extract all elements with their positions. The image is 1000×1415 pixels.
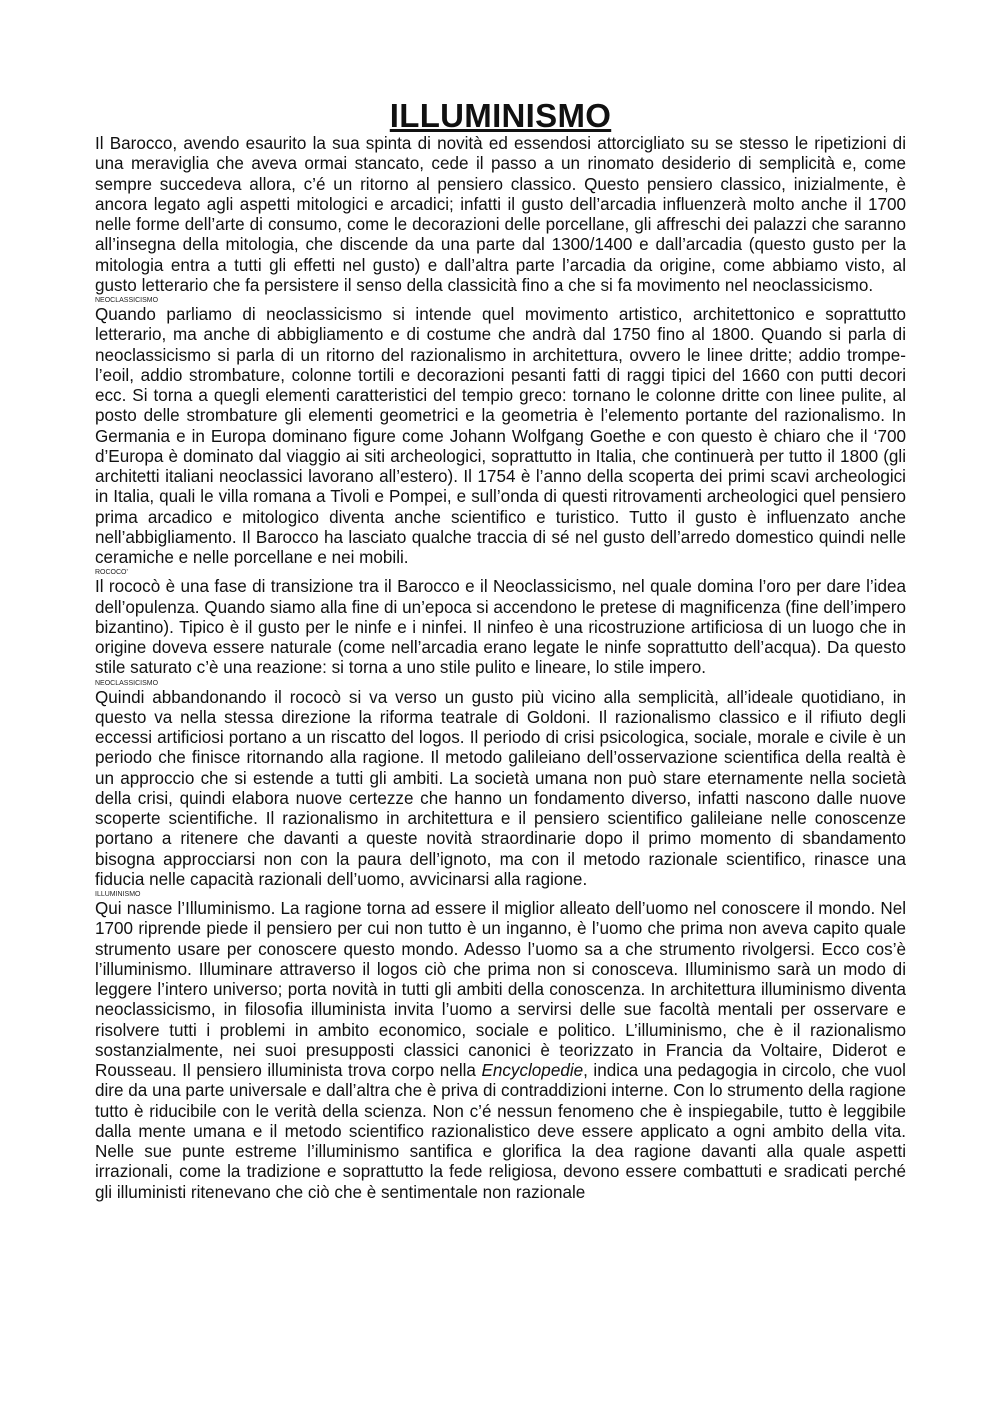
paragraph-illuminismo-part-1: Qui nasce l’Illuminismo. La ragione torna ad essere il miglior alleato dell’uomo nel conoscere il mondo. Nel 1700 riprende piede il pensiero per cui non tutto è un inganno, è l’uomo che prima non aveva capito quale strumento usare per conoscere questo mondo. Adesso l’uomo sa a che strumento rivolgersi. Ecco cos’è l’illuminismo. Illuminare attraverso il logos ciò che prima non si conosceva. Illuminismo sarà un modo di leggere l’intero universo; porta novità in tutti gli ambiti della conoscenza. In architettura illuminismo diventa neoclassicismo, in filosofia illuminista invita l’uomo a servirsi delle sue facoltà mentali per osservare e risolvere tutti i problemi in ambito economico, sociale e politico. L’illuminismo, che è il razionalismo sostanzialmente, nei suoi presupposti classici canonici è teorizzato in Francia da Voltaire, Diderot e Rousseau. Il pensiero illuminista trova corpo nella — [95, 899, 906, 1080]
section-label-illuminismo: ILLUMINISMO — [95, 891, 141, 898]
section-label-rococo: ROCOCO' — [95, 569, 128, 577]
paragraph-neoclassicismo-2: Quindi abbandonando il rococò si va verso un gusto più vicino alla semplicità, all’ideale quotidiano, in questo va nella stessa direzione la riforma teatrale di Goldoni. Il razionalismo classico e il rifiuto degli eccessi artificiosi portano a un riscatto del logos. Il periodo di crisi psicologica, sociale, morale e civile è un periodo che finisce ritornando alla ragione. Il metodo galileiano dell’osservazione scientifica della realtà è un approccio che si estende a tutti gli ambiti. La società umana non può stare eternamente nella società della crisi, quindi elabora nuove certezze che hanno un fondamento diverso, infatti nascono dalle nuove scoperte scientifiche. Il razionalismo in architettura e il pensiero scientifico galileiane nelle conoscenze portano a ritenere che davanti a queste novità straordinarie dopo il primo momento di sbandamento bisogna approcciarsi non con la paura dell’ignoto, ma con il metodo razionale scientifico, rinasce una fiducia nelle capacità razionali dell’uomo, avvicinarsi alla ragione. — [95, 687, 906, 889]
paragraph-rococo: Il rococò è una fase di transizione tra il Barocco e il Neoclassicismo, nel quale domina l’oro per dare l’idea dell’opulenza. Quando siamo alla fine di un’epoca si accendono le pretese di magnificenza (fine dell’impero bizantino). Tipico è il gusto per le ninfe e i ninfei. Il ninfeo è una ricostruzione artificiosa di un luogo che in origine doveva essere naturale (come nell’arcadia erano legate le ninfe soprattutto dell’acqua). Da questo stile saturato c’è una reazione: si torna a uno stile pulito e lineare, lo stile impero. — [95, 577, 906, 678]
paragraph-illuminismo — [95, 899, 906, 1203]
paragraph-intro: Il Barocco, avendo esaurito la sua spinta di novità ed essendosi attorcigliato su se stesso le ripetizioni di una meraviglia che aveva ormai stancato, cede il passo a un rinomato desiderio di semplicità e, come sempre succedeva allora, c’é un ritorno al pensiero classico. Questo pensiero classico, inizialmente, è ancora legato agli aspetti mitologici e arcadici; infatti il gusto dell’arcadia influenzerà molto anche il 1700 nelle forme dell’arte di consumo, come le decorazioni delle porcellane, gli affreschi dei palazzi che saranno all’insegna della mitologia, che discende da una parte dal 1300/1400 e dall’arcadia (questo gusto per la mitologia entra a tutti gli effetti nel gusto) e dall’altra parte l’arcadia da origine, come abbiamo visto, al gusto letterario che fa persistere il senso della classicità fino a che si fa movimento nel neoclassicismo. — [95, 134, 906, 295]
paragraph-illuminismo-part-2: , indica una pedagogia in circolo, che vuol dire da una parte universale e dall’altra che è priva di contraddizioni interne. Con lo strumento della ragione tutto è riducibile con le verità della scienza. Non c’é nessun fenomeno che è inspiegabile, tutto è leggibile dalla mente umana e il metodo scientifico razionalistico deve essere applicato a ogni ambito della vita. Nelle sue punte estreme l’illuminismo santifica e glorifica la dea ragione davanti alla quale aspetti irrazionali, come la tradizione e soprattutto la fede religiosa, devono essere combattuti e sradicati perché gli illuministi ritenevano che ciò che è sentimentale non razionale — [95, 1061, 906, 1202]
document-title: ILLUMINISMO — [389, 97, 612, 134]
document-page — [95, 98, 906, 1203]
paragraph-neoclassicismo: Quando parliamo di neoclassicismo si intende quel movimento artistico, architettonico e soprattutto letterario, ma anche di abbigliamento e di costume che andrà dal 1750 fino al 1800. Quando si parla di neoclassicismo si parla di un ritorno del razionalismo in architettura, ovvero le linee dritte; addio trompe-l’eoil, addio strombature, colonne tortili e decorazioni pesanti fatti di raggi tipici del 1660 con putti decori ecc. Si torna a quegli elementi caratteristici del tempio greco: tornano le colonne dritte con linee pulite, al posto delle strombature gli elementi geometrici e la geometria è l’elemento portante del razionalismo. In Germania e in Europa dominano figure come Johann Wolfgang Goethe e con questo è chiaro che il ‘700 d’Europa è dominato dal viaggio ai siti archeologici, soprattutto in Italia, che continuerà per tutto il 1800 (gli architetti italiani neoclassici lavorano all’estero). Il 1754 è l’anno della scoperta dei primi scavi archeologici in Italia, quali le villa romana a Tivoli e Pompei, e sull’onda di questi ritrovamenti archeologici quel pensiero prima arcadico e mitologico diventa anche scientifico e turistico. Tutto il gusto è influenzato anche nell’abbigliamento. Il Barocco ha lasciato qualche traccia di sé nel gusto dell’arredo domestico quindi nelle ceramiche e nelle porcellane e nei mobili. — [95, 305, 906, 567]
section-label-neoclassicismo: NEOCLASSICISMO — [95, 297, 159, 304]
encyclopedie-title: Encyclopedie — [481, 1061, 584, 1080]
section-label-neoclassicismo-2: NEOCLASSICISMO — [95, 679, 159, 687]
